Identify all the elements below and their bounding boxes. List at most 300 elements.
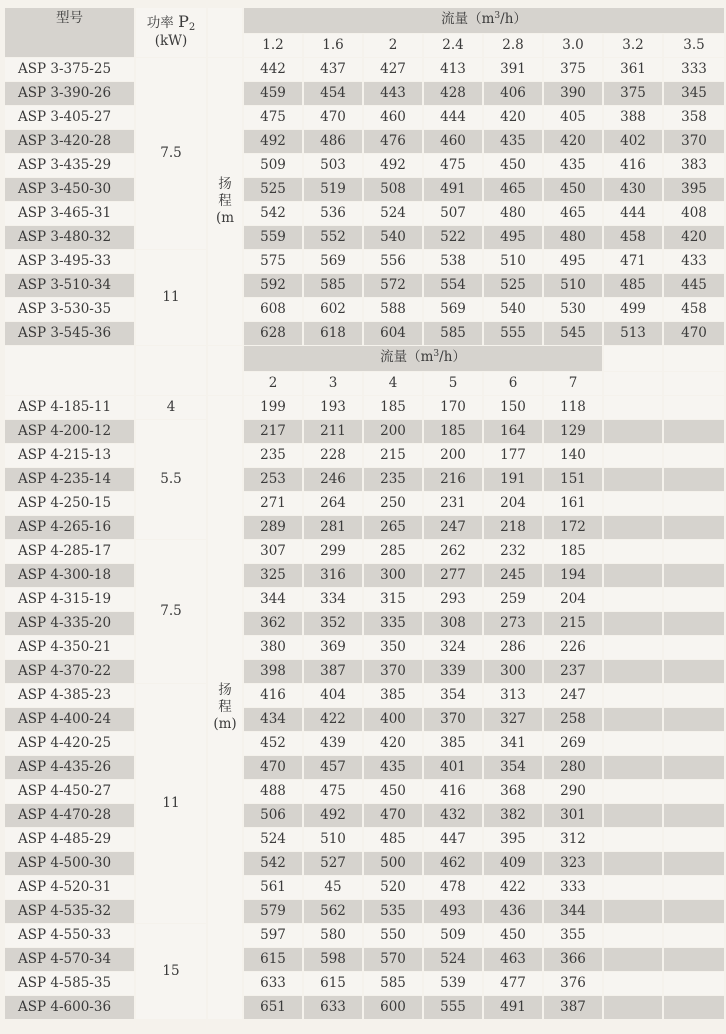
head-value: 271 bbox=[244, 492, 304, 516]
head-value: 215 bbox=[544, 612, 604, 636]
model-cell: ASP 3-375-25 bbox=[5, 58, 136, 82]
head-value: 380 bbox=[244, 636, 304, 660]
table-row bbox=[5, 202, 726, 226]
head-value: 507 bbox=[424, 202, 484, 226]
flow-header-1: 流量$(m^3/h)$ bbox=[244, 8, 726, 34]
head-value: 585 bbox=[304, 274, 364, 298]
flow-value: 4 bbox=[364, 372, 424, 396]
empty-cell bbox=[664, 468, 726, 492]
head-value: 524 bbox=[244, 828, 304, 852]
empty-cell bbox=[604, 612, 664, 636]
head-value: 491 bbox=[424, 178, 484, 202]
head-value: 454 bbox=[304, 82, 364, 106]
model-cell: ASP 3-480-32 bbox=[5, 226, 136, 250]
empty-cell bbox=[664, 804, 726, 828]
head-value: 478 bbox=[424, 876, 484, 900]
head-value: 436 bbox=[484, 900, 544, 924]
head-value: 633 bbox=[244, 972, 304, 996]
head-value: 286 bbox=[484, 636, 544, 660]
head-value: 344 bbox=[544, 900, 604, 924]
power-header: 功率 $P_2$ (kW) bbox=[136, 8, 208, 58]
head-value: 536 bbox=[304, 202, 364, 226]
empty-cell bbox=[664, 346, 726, 372]
empty-cell bbox=[604, 396, 664, 420]
empty-cell bbox=[604, 900, 664, 924]
head-value: 237 bbox=[544, 660, 604, 684]
model-cell: ASP 3-390-26 bbox=[5, 82, 136, 106]
flow-value: 3 bbox=[304, 372, 364, 396]
head-value: 129 bbox=[544, 420, 604, 444]
head-value: 420 bbox=[364, 732, 424, 756]
head-value: 259 bbox=[484, 588, 544, 612]
empty-cell bbox=[604, 660, 664, 684]
table-row bbox=[5, 274, 726, 298]
head-value: 480 bbox=[544, 226, 604, 250]
head-value: 592 bbox=[244, 274, 304, 298]
head-value: 262 bbox=[424, 540, 484, 564]
head-value: 457 bbox=[304, 756, 364, 780]
table-row bbox=[5, 684, 726, 708]
head-value: 510 bbox=[304, 828, 364, 852]
head-value: 361 bbox=[604, 58, 664, 82]
empty-cell bbox=[604, 972, 664, 996]
head-value: 265 bbox=[364, 516, 424, 540]
model-cell: ASP 3-530-35 bbox=[5, 298, 136, 322]
head-value: 315 bbox=[364, 588, 424, 612]
head-value: 408 bbox=[664, 202, 726, 226]
flow-value: 7 bbox=[544, 372, 604, 396]
power-cell: 15 bbox=[136, 924, 208, 1020]
head-value: 506 bbox=[244, 804, 304, 828]
head-value: 519 bbox=[304, 178, 364, 202]
head-value: 651 bbox=[244, 996, 304, 1020]
head-value: 280 bbox=[544, 756, 604, 780]
head-value: 161 bbox=[544, 492, 604, 516]
empty-cell bbox=[604, 468, 664, 492]
head-value: 387 bbox=[544, 996, 604, 1020]
head-value: 285 bbox=[364, 540, 424, 564]
head-value: 602 bbox=[304, 298, 364, 322]
head-value: 269 bbox=[544, 732, 604, 756]
head-value: 555 bbox=[484, 322, 544, 346]
head-value: 344 bbox=[244, 588, 304, 612]
head-value: 480 bbox=[484, 202, 544, 226]
flow-value: 1.6 bbox=[304, 34, 364, 58]
head-value: 277 bbox=[424, 564, 484, 588]
head-value: 333 bbox=[664, 58, 726, 82]
table-row bbox=[5, 660, 726, 684]
head-value: 416 bbox=[604, 154, 664, 178]
head-value: 382 bbox=[484, 804, 544, 828]
head-value: 447 bbox=[424, 828, 484, 852]
head-value: 542 bbox=[244, 852, 304, 876]
head-value: 600 bbox=[364, 996, 424, 1020]
empty-cell bbox=[664, 828, 726, 852]
table-row bbox=[5, 298, 726, 322]
empty-cell bbox=[604, 948, 664, 972]
flow-header-2: 流量$(m^3/h)$ bbox=[244, 346, 604, 372]
empty-cell bbox=[664, 396, 726, 420]
head-value: 376 bbox=[544, 972, 604, 996]
head-value: 569 bbox=[304, 250, 364, 274]
head-value: 335 bbox=[364, 612, 424, 636]
model-cell: ASP 4-215-13 bbox=[5, 444, 136, 468]
head-value: 172 bbox=[544, 516, 604, 540]
head-value: 228 bbox=[304, 444, 364, 468]
head-value: 402 bbox=[604, 130, 664, 154]
head-value: 250 bbox=[364, 492, 424, 516]
head-value: 460 bbox=[364, 106, 424, 130]
head-value: 420 bbox=[664, 226, 726, 250]
head-label bbox=[208, 396, 244, 1020]
head-value: 552 bbox=[304, 226, 364, 250]
head-value: 492 bbox=[244, 130, 304, 154]
head-value: 485 bbox=[604, 274, 664, 298]
head-value: 307 bbox=[244, 540, 304, 564]
head-value: 470 bbox=[304, 106, 364, 130]
head-value: 231 bbox=[424, 492, 484, 516]
header-row-2 bbox=[5, 346, 726, 372]
empty-cell bbox=[664, 660, 726, 684]
flow-value: 5 bbox=[424, 372, 484, 396]
head-value: 579 bbox=[244, 900, 304, 924]
model-cell: ASP 4-285-17 bbox=[5, 540, 136, 564]
head-value: 312 bbox=[544, 828, 604, 852]
head-label-line: (m bbox=[215, 210, 235, 226]
head-value: 598 bbox=[304, 948, 364, 972]
head-value: 191 bbox=[484, 468, 544, 492]
head-value: 458 bbox=[604, 226, 664, 250]
head-value: 475 bbox=[304, 780, 364, 804]
head-value: 289 bbox=[244, 516, 304, 540]
head-value: 522 bbox=[424, 226, 484, 250]
table-row bbox=[5, 708, 726, 732]
head-value: 341 bbox=[484, 732, 544, 756]
model-cell: ASP 4-535-32 bbox=[5, 900, 136, 924]
head-value: 569 bbox=[424, 298, 484, 322]
table-row bbox=[5, 996, 726, 1020]
empty-cell bbox=[664, 564, 726, 588]
table-row bbox=[5, 130, 726, 154]
head-value: 370 bbox=[424, 708, 484, 732]
head-value: 350 bbox=[364, 636, 424, 660]
head-value: 458 bbox=[664, 298, 726, 322]
blank-model-header bbox=[5, 346, 136, 396]
head-value: 370 bbox=[364, 660, 424, 684]
head-value: 434 bbox=[244, 708, 304, 732]
head-value: 327 bbox=[484, 708, 544, 732]
head-value: 570 bbox=[364, 948, 424, 972]
head-value: 387 bbox=[304, 660, 364, 684]
head-value: 416 bbox=[424, 780, 484, 804]
model-cell: ASP 3-465-31 bbox=[5, 202, 136, 226]
head-value: 471 bbox=[604, 250, 664, 274]
table-row bbox=[5, 468, 726, 492]
head-value: 247 bbox=[424, 516, 484, 540]
empty-cell bbox=[664, 492, 726, 516]
head-value: 420 bbox=[544, 130, 604, 154]
empty-cell bbox=[604, 588, 664, 612]
model-cell: ASP 4-585-35 bbox=[5, 972, 136, 996]
head-value: 316 bbox=[304, 564, 364, 588]
empty-cell bbox=[664, 684, 726, 708]
head-value: 443 bbox=[364, 82, 424, 106]
empty-cell bbox=[664, 420, 726, 444]
empty-cell bbox=[664, 516, 726, 540]
head-value: 300 bbox=[484, 660, 544, 684]
empty-cell bbox=[604, 924, 664, 948]
head-value: 550 bbox=[364, 924, 424, 948]
table-row bbox=[5, 564, 726, 588]
model-cell: ASP 3-420-28 bbox=[5, 130, 136, 154]
model-cell: ASP 4-420-25 bbox=[5, 732, 136, 756]
empty-cell bbox=[604, 780, 664, 804]
head-value: 555 bbox=[424, 996, 484, 1020]
table-body bbox=[5, 8, 726, 1020]
head-value: 597 bbox=[244, 924, 304, 948]
empty-cell bbox=[604, 876, 664, 900]
head-label-line: 扬 bbox=[218, 682, 232, 698]
head-value: 476 bbox=[364, 130, 424, 154]
power-cell: 11 bbox=[136, 250, 208, 346]
model-cell: ASP 4-570-34 bbox=[5, 948, 136, 972]
head-value: 177 bbox=[484, 444, 544, 468]
head-value: 140 bbox=[544, 444, 604, 468]
head-value: 185 bbox=[424, 420, 484, 444]
head-value: 405 bbox=[544, 106, 604, 130]
head-value: 562 bbox=[304, 900, 364, 924]
head-value: 527 bbox=[304, 852, 364, 876]
empty-cell bbox=[604, 444, 664, 468]
head-value: 540 bbox=[484, 298, 544, 322]
model-cell: ASP 3-545-36 bbox=[5, 322, 136, 346]
head-value: 442 bbox=[244, 58, 304, 82]
table-row bbox=[5, 420, 726, 444]
head-value: 445 bbox=[664, 274, 726, 298]
model-cell: ASP 4-550-33 bbox=[5, 924, 136, 948]
head-value: 540 bbox=[364, 226, 424, 250]
head-value: 300 bbox=[364, 564, 424, 588]
model-cell: ASP 4-200-12 bbox=[5, 420, 136, 444]
model-cell: ASP 3-510-34 bbox=[5, 274, 136, 298]
head-value: 406 bbox=[484, 82, 544, 106]
header-row-1 bbox=[5, 8, 726, 34]
model-cell: ASP 4-520-31 bbox=[5, 876, 136, 900]
table-row bbox=[5, 924, 726, 948]
empty-cell bbox=[604, 372, 664, 396]
head-value: 492 bbox=[364, 154, 424, 178]
empty-cell bbox=[604, 756, 664, 780]
head-value: 235 bbox=[244, 444, 304, 468]
table-row bbox=[5, 154, 726, 178]
head-value: 435 bbox=[544, 154, 604, 178]
head-value: 409 bbox=[484, 852, 544, 876]
flow-value: 6 bbox=[484, 372, 544, 396]
table-row bbox=[5, 900, 726, 924]
pump-performance-table bbox=[5, 8, 726, 1020]
head-value: 413 bbox=[424, 58, 484, 82]
table-row bbox=[5, 948, 726, 972]
model-cell: ASP 4-370-22 bbox=[5, 660, 136, 684]
head-value: 273 bbox=[484, 612, 544, 636]
flow-value: 2.8 bbox=[484, 34, 544, 58]
table-row bbox=[5, 540, 726, 564]
head-value: 199 bbox=[244, 396, 304, 420]
model-cell: ASP 4-250-15 bbox=[5, 492, 136, 516]
table-row bbox=[5, 444, 726, 468]
empty-cell bbox=[664, 588, 726, 612]
flow-value: 2 bbox=[364, 34, 424, 58]
blank-head-header bbox=[208, 346, 244, 396]
head-value: 400 bbox=[364, 708, 424, 732]
head-value: 524 bbox=[424, 948, 484, 972]
empty-cell bbox=[664, 636, 726, 660]
model-cell: ASP 4-485-29 bbox=[5, 828, 136, 852]
model-cell: ASP 4-600-36 bbox=[5, 996, 136, 1020]
head-value: 395 bbox=[664, 178, 726, 202]
head-value: 604 bbox=[364, 322, 424, 346]
flow-value: 2 bbox=[244, 372, 304, 396]
head-value: 185 bbox=[544, 540, 604, 564]
head-value: 185 bbox=[364, 396, 424, 420]
head-value: 608 bbox=[244, 298, 304, 322]
empty-cell bbox=[664, 612, 726, 636]
head-value: 538 bbox=[424, 250, 484, 274]
table-row bbox=[5, 804, 726, 828]
head-value: 535 bbox=[364, 900, 424, 924]
empty-cell bbox=[664, 756, 726, 780]
head-value: 588 bbox=[364, 298, 424, 322]
head-value: 530 bbox=[544, 298, 604, 322]
head-value: 465 bbox=[484, 178, 544, 202]
head-value: 290 bbox=[544, 780, 604, 804]
flow-value: 2.4 bbox=[424, 34, 484, 58]
head-value: 475 bbox=[424, 154, 484, 178]
table-row bbox=[5, 82, 726, 106]
head-value: 500 bbox=[364, 852, 424, 876]
head-value: 427 bbox=[364, 58, 424, 82]
table-row bbox=[5, 492, 726, 516]
empty-cell bbox=[604, 684, 664, 708]
head-value: 390 bbox=[544, 82, 604, 106]
head-value: 510 bbox=[544, 274, 604, 298]
model-cell: ASP 4-315-19 bbox=[5, 588, 136, 612]
head-label-line: 程 bbox=[218, 193, 232, 209]
head-value: 345 bbox=[664, 82, 726, 106]
blank-power-header bbox=[136, 346, 208, 396]
head-value: 450 bbox=[484, 924, 544, 948]
head-value: 450 bbox=[364, 780, 424, 804]
head-value: 509 bbox=[424, 924, 484, 948]
head-value: 264 bbox=[304, 492, 364, 516]
head-value: 462 bbox=[424, 852, 484, 876]
head-value: 246 bbox=[304, 468, 364, 492]
head-value: 324 bbox=[424, 636, 484, 660]
head-value: 366 bbox=[544, 948, 604, 972]
head-value: 432 bbox=[424, 804, 484, 828]
head-value: 575 bbox=[244, 250, 304, 274]
table-row bbox=[5, 732, 726, 756]
flow-value: 1.2 bbox=[244, 34, 304, 58]
head-value: 618 bbox=[304, 322, 364, 346]
head-value: 383 bbox=[664, 154, 726, 178]
empty-cell bbox=[604, 420, 664, 444]
head-value: 561 bbox=[244, 876, 304, 900]
model-cell: ASP 4-265-16 bbox=[5, 516, 136, 540]
head-value: 170 bbox=[424, 396, 484, 420]
head-value: 200 bbox=[364, 420, 424, 444]
table-row bbox=[5, 612, 726, 636]
head-value: 556 bbox=[364, 250, 424, 274]
head-value: 253 bbox=[244, 468, 304, 492]
head-value: 539 bbox=[424, 972, 484, 996]
head-value: 164 bbox=[484, 420, 544, 444]
head-value: 633 bbox=[304, 996, 364, 1020]
head-value: 334 bbox=[304, 588, 364, 612]
head-value: 495 bbox=[544, 250, 604, 274]
head-value: 215 bbox=[364, 444, 424, 468]
empty-cell bbox=[604, 492, 664, 516]
empty-cell bbox=[604, 732, 664, 756]
empty-cell bbox=[664, 876, 726, 900]
head-value: 204 bbox=[484, 492, 544, 516]
head-value: 352 bbox=[304, 612, 364, 636]
empty-cell bbox=[604, 540, 664, 564]
head-value: 513 bbox=[604, 322, 664, 346]
head-value: 245 bbox=[484, 564, 544, 588]
head-value: 355 bbox=[544, 924, 604, 948]
head-value: 450 bbox=[484, 154, 544, 178]
model-cell: ASP 4-385-23 bbox=[5, 684, 136, 708]
head-value: 308 bbox=[424, 612, 484, 636]
empty-cell bbox=[664, 708, 726, 732]
head-value: 470 bbox=[244, 756, 304, 780]
power-cell: 7.5 bbox=[136, 540, 208, 684]
power-cell: 7.5 bbox=[136, 58, 208, 250]
head-value: 391 bbox=[484, 58, 544, 82]
table-row bbox=[5, 396, 726, 420]
empty-cell bbox=[604, 708, 664, 732]
head-value: 385 bbox=[424, 732, 484, 756]
head-value: 194 bbox=[544, 564, 604, 588]
head-value: 459 bbox=[244, 82, 304, 106]
head-value: 368 bbox=[484, 780, 544, 804]
table-row bbox=[5, 780, 726, 804]
model-cell: ASP 4-470-28 bbox=[5, 804, 136, 828]
model-cell: ASP 4-335-20 bbox=[5, 612, 136, 636]
empty-cell bbox=[664, 372, 726, 396]
head-value: 450 bbox=[544, 178, 604, 202]
empty-cell bbox=[664, 540, 726, 564]
head-value: 404 bbox=[304, 684, 364, 708]
head-value: 542 bbox=[244, 202, 304, 226]
head-value: 45 bbox=[304, 876, 364, 900]
head-value: 486 bbox=[304, 130, 364, 154]
model-cell: ASP 3-495-33 bbox=[5, 250, 136, 274]
head-value: 281 bbox=[304, 516, 364, 540]
head-value: 333 bbox=[544, 876, 604, 900]
empty-cell bbox=[664, 996, 726, 1020]
head-value: 499 bbox=[604, 298, 664, 322]
head-value: 572 bbox=[364, 274, 424, 298]
head-value: 370 bbox=[664, 130, 726, 154]
head-value: 375 bbox=[604, 82, 664, 106]
table-row bbox=[5, 516, 726, 540]
head-value: 495 bbox=[484, 226, 544, 250]
empty-cell bbox=[604, 564, 664, 588]
head-value: 470 bbox=[664, 322, 726, 346]
empty-cell bbox=[664, 780, 726, 804]
